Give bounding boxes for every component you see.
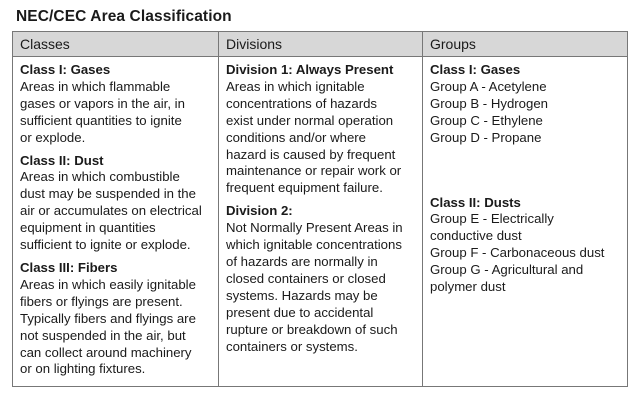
group-heading: Class II: Dusts — [430, 194, 521, 210]
group-heading: Class I: Gases — [430, 62, 521, 77]
header-classes: Classes — [13, 32, 219, 57]
class-line: can collect around machinery — [20, 344, 192, 360]
division-line: containers or systems. — [226, 338, 358, 354]
division-line: conditions and/or where — [226, 129, 367, 145]
body-row — [13, 57, 628, 387]
class-line: not suspended in the air, but — [20, 327, 186, 343]
division-line: systems. Hazards may be — [226, 287, 378, 303]
class-line: or on lighting fixtures. — [20, 361, 146, 377]
class-line: dust may be suspended in the — [20, 186, 196, 202]
classes-cell — [13, 57, 219, 387]
division-line: closed containers or closed — [226, 270, 386, 286]
class-line: Areas in which flammable — [20, 78, 171, 94]
class-line: Areas in which easily ignitable — [20, 276, 196, 292]
class-line: fibers or flyings are present. — [20, 293, 183, 309]
class-block — [20, 153, 211, 254]
class-line: gases or vapors in the air, in — [20, 95, 185, 111]
class-line: sufficient quantities to ignite — [20, 112, 182, 128]
class-heading: Class I: Gases — [20, 62, 111, 77]
group-line: polymer dust — [430, 279, 506, 295]
group-line: Group B - Hydrogen — [430, 95, 549, 111]
class-line: Areas in which combustible — [20, 169, 180, 185]
divisions-cell — [219, 57, 423, 387]
class-line: Typically fibers and flyings are — [20, 310, 196, 326]
division-line: rupture or breakdown of such — [226, 321, 398, 337]
division-line: maintenance or repair work or — [226, 163, 402, 179]
class-line: or explode. — [20, 129, 86, 145]
division-block — [226, 203, 415, 355]
division-line: Areas in which ignitable — [226, 78, 365, 94]
class-block — [20, 62, 211, 147]
header-divisions: Divisions — [219, 32, 423, 57]
division-line: Not Normally Present Areas in — [226, 220, 403, 236]
class-line: equipment in quantities — [20, 220, 156, 236]
division-line: frequent equipment failure. — [226, 180, 383, 196]
division-line: which ignitable concentrations — [226, 237, 402, 253]
class-line: sufficient to ignite or explode. — [20, 237, 191, 253]
header-groups: Groups — [423, 32, 628, 57]
group-block — [430, 62, 620, 147]
group-line: Group D - Propane — [430, 129, 542, 145]
group-line: Group A - Acetylene — [430, 78, 547, 94]
group-line: Group C - Ethylene — [430, 112, 543, 128]
division-block — [226, 62, 415, 197]
division-heading: Division 1: Always Present — [226, 62, 394, 77]
group-line: conductive dust — [430, 228, 522, 244]
class-heading: Class III: Fibers — [20, 259, 118, 275]
class-line: air or accumulates on electrical — [20, 203, 202, 219]
division-line: exist under normal operation — [226, 112, 394, 128]
class-block — [20, 260, 211, 378]
group-line: Group F - Carbonaceous dust — [430, 245, 605, 261]
group-block — [430, 195, 620, 296]
division-line: of hazards are normally in — [226, 253, 378, 269]
division-line: hazard is caused by frequent — [226, 146, 396, 162]
division-heading: Division 2: — [226, 203, 293, 219]
groups-cell — [423, 57, 628, 387]
classification-table — [12, 31, 628, 387]
division-line: concentrations of hazards — [226, 95, 378, 111]
division-line: present due to accidental — [226, 304, 374, 320]
class-heading: Class II: Dust — [20, 152, 104, 168]
group-spacer — [430, 147, 620, 195]
group-line: Group E - Electrically — [430, 211, 554, 227]
group-line: Group G - Agricultural and — [430, 262, 584, 278]
header-row — [13, 32, 628, 57]
page-title: NEC/CEC Area Classification — [16, 8, 232, 25]
